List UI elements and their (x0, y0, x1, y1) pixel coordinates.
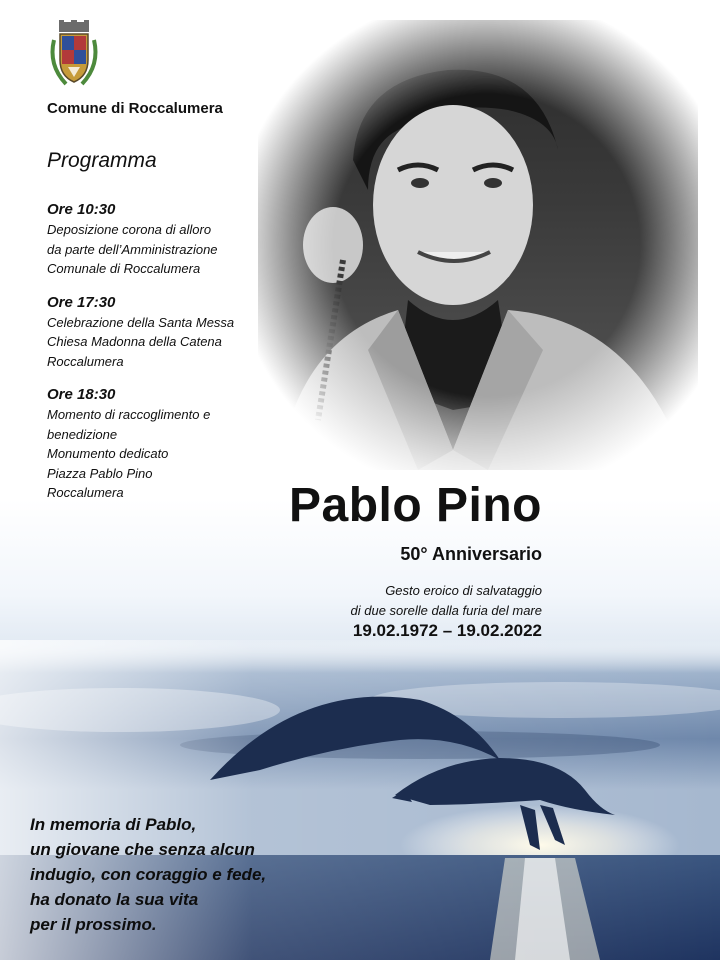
anniversary-label: 50° Anniversario (400, 544, 542, 564)
event-line: benedizione (47, 426, 118, 442)
event-line: Comunale di Roccalumera (47, 261, 201, 276)
program-list (47, 200, 277, 517)
event-line: Deposizione corona di alloro (47, 222, 212, 237)
event-line: Piazza Pablo Pino (47, 465, 153, 481)
event-line: Momento di raccoglimento e (47, 407, 211, 422)
portrait-photo (258, 20, 698, 470)
gesture-line: di due sorelle dalla furia del mare (350, 603, 542, 618)
heroic-gesture-text (351, 581, 543, 621)
event-time: Ore 10:30 (47, 201, 116, 218)
date-range: 19.02.1972 – 19.02.2022 (352, 621, 542, 640)
program-event (47, 293, 277, 372)
person-name: Pablo Pino (288, 479, 542, 532)
event-line: da parte dell’Amministrazione (47, 241, 218, 257)
program-title: Programma (47, 149, 157, 172)
memorial-line: un giovane che senza alcun (30, 840, 255, 859)
memorial-line: indugio, con coraggio e fede, (30, 865, 267, 884)
event-line: Chiesa Madonna della Catena (47, 334, 222, 349)
event-line: Roccalumera (47, 353, 124, 369)
event-line: Roccalumera (47, 485, 124, 500)
municipality-name: Comune di Roccalumera (47, 100, 223, 117)
event-line: Monumento dedicato (47, 446, 169, 461)
memorial-line: In memoria di Pablo, (30, 815, 197, 834)
event-line: Celebrazione della Santa Messa (47, 314, 235, 330)
event-time: Ore 17:30 (47, 293, 116, 311)
memorial-dedication (30, 812, 266, 937)
memorial-line: per il prossimo. (30, 915, 157, 934)
memorial-line: ha donato la sua vita (30, 890, 199, 909)
coat-of-arms-icon (44, 20, 104, 90)
program-event (47, 385, 277, 503)
event-time: Ore 18:30 (47, 386, 116, 403)
program-event (47, 200, 277, 279)
gesture-line: Gesto eroico di salvataggio (385, 583, 542, 598)
